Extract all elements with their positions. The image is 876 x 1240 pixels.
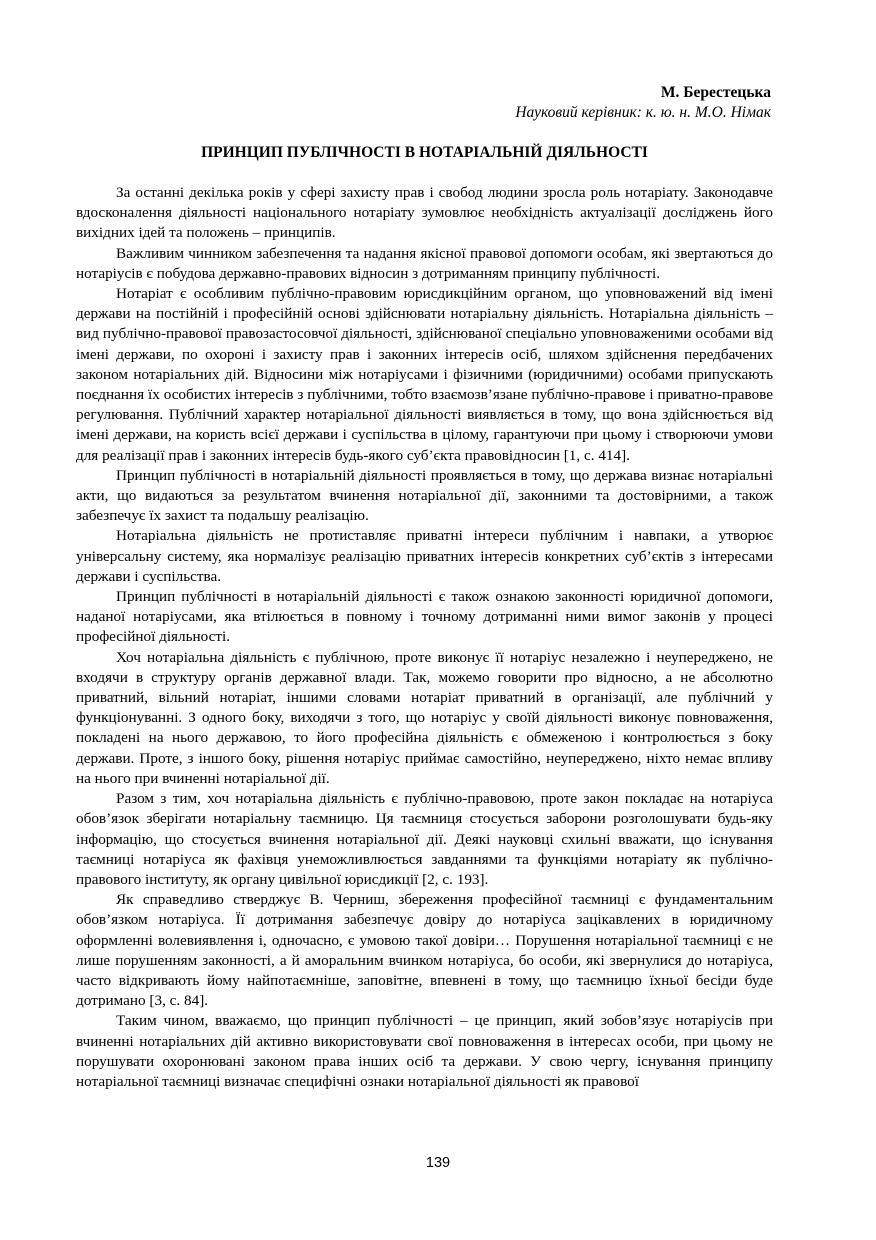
scientific-advisor: Науковий керівник: к. ю. н. М.О. Німак [515,104,771,121]
paragraph: Як справедливо стверджує В. Черниш, збереження професійної таємниці є фундаментальним обов’язком нотаріуса. Її дотримання забезпечує довіру до нотаріуса зацікавлених в юридичному оформленні волевиявлення і, одночасно, є умовою такої довіри… Порушення нотаріальної таємниці є не лише порушенням законності, а й аморальним вчинком нотаріуса, бо особи, які звернулися до нотаріуса, часто відкривають йому найпотаємніше, заповітне, впевнені в тому, що таємницю їхньої бесіди буде дотримано [3, с. 84]. [76,891,773,1010]
paragraph: Нотаріальна діяльність не протиставляє приватні інтереси публічним і навпаки, а утворює універсальну систему, яка нормалізує реалізацію приватних інтересів конкретних суб’єктів з інтересами держави і суспільства. [76,527,773,585]
paragraph: Принцип публічності в нотаріальній діяльності є також ознакою законності юридичної допомоги, наданої нотаріусами, яка втілюється в повному і точному дотриманні ними вимог законів у процесі професійної діяльності. [76,588,773,646]
page-number: 139 [425,1155,451,1171]
paragraph: Разом з тим, хоч нотаріальна діяльність є публічно-правовою, проте закон покладає на нотаріуса обов’язок зберігати нотаріальну таємницю. Ця таємниця стосується заборони розголошувати будь-яку інформацію, що стосується вчинення нотаріальної дії. Деякі науковці схильні вважати, що існування таємниці нотаріуса як фахівця унеможливлюється завданнями та функціями нотаріату як публічно-правового інституту, як органу цивільної юрисдикції [2, с. 193]. [76,790,773,888]
paragraph: Нотаріат є особливим публічно-правовим юрисдикційним органом, що уповноважений від імені держави на постійній і професійній основі здійснювати нотаріальну діяльність. Нотаріальна діяльність – вид публічно-правової правозастосовчої діяльності, здійснюваної спеціально уповноваженими особами від імені держави, по охороні і захисту прав і законних інтересів осіб, шляхом здійснення передбачених законом нотаріальних дій. Відносини між нотаріусами і фізичними (юридичними) особами припускають поєднання їх особистих інтересів з публічними, тобто взаємозв’язане публічно-правове і приватно-правове регулювання. Публічний характер нотаріальної діяльності виявляється в тому, що вона здійснюється від імені держави, на користь всієї держави і суспільства в цілому, гарантуючи при цьому і створюючи умови для реалізації прав і законних інтересів будь-якого суб’єкта правовідносин [1, с. 414]. [76,285,773,464]
article-body [76,183,773,1092]
paragraph: Хоч нотаріальна діяльність є публічною, проте виконує її нотаріус незалежно і неупереджено, не входячи в структуру органів державної влади. Так, можемо говорити про відносно, а не абсолютно приватний, вільний нотаріат, іншими словами нотаріат приватний в організації, але публічний у функціонуванні. З одного боку, виходячи з того, що нотаріус у своїй діяльності виконує повноваження, покладені на нього державою, то його професійна діяльність є обмеженою і контролюється з боку держави. Проте, з іншого боку, рішення нотаріус приймає самостійно, неупереджено, ніхто немає впливу на нього при вчиненні нотаріальної дії. [76,648,773,787]
author-name: М. Берестецька [660,84,771,101]
paragraph: Важливим чинником забезпечення та надання якісної правової допомоги особам, які звертаються до нотаріусів є побудова державно-правових відносин з дотриманням принципу публічності. [76,244,773,282]
paragraph: Принцип публічності в нотаріальній діяльності проявляється в тому, що держава визнає нотаріальні акти, що видаються за результатом вчинення нотаріальної дії, законними та достовірними, а також забезпечує їх захист та подальшу реалізацію. [76,466,773,525]
paragraph: За останні декілька років у сфері захисту прав і свобод людини зросла роль нотаріату. Законодавче вдосконалення діяльності національного нотаріату зумовлює необхідність актуалізації досліджень його вихідних ідей та положень – принципів. [76,184,773,242]
paragraph: Таким чином, вважаємо, що принцип публічності – це принцип, який зобов’язує нотаріусів при вчиненні нотаріальних дій активно використовувати свої повноваження в інтересах особи, при цьому не порушувати охоронювані законом права інших осіб та держави. У свою чергу, існування принципу нотаріальної таємниці визначає специфічні ознаки нотаріальної діяльності як правової [76,1012,773,1090]
article-title: ПРИНЦИП ПУБЛІЧНОСТІ В НОТАРІАЛЬНІЙ ДІЯЛЬНОСТІ [201,144,648,161]
